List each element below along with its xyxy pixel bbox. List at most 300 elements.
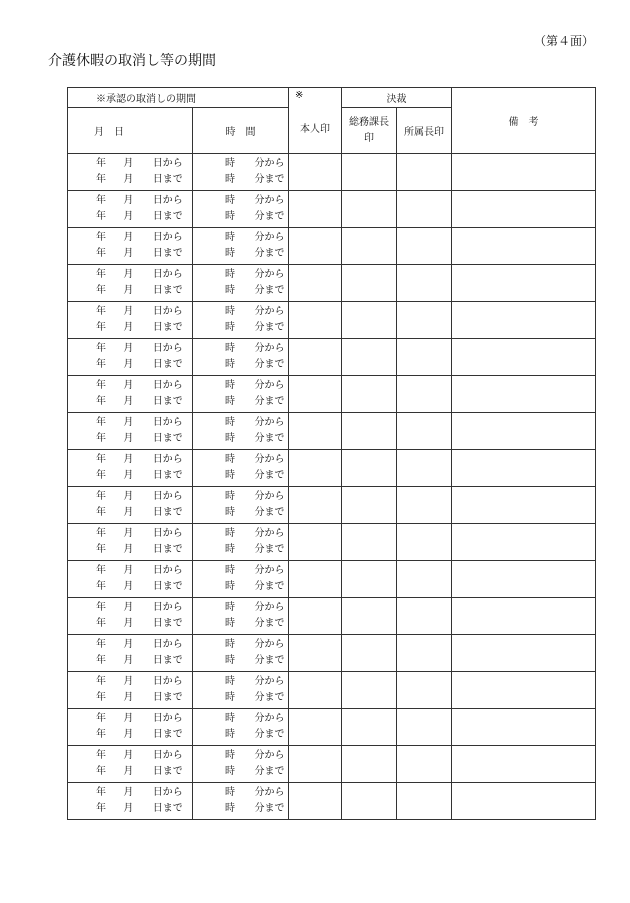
month-label: 月 bbox=[123, 729, 134, 740]
day-from-label: 日から bbox=[152, 565, 183, 576]
day-to-label: 日まで bbox=[152, 433, 183, 444]
month-label: 月 bbox=[123, 787, 134, 798]
day-from-label: 日から bbox=[152, 158, 183, 169]
self-seal-cell[interactable] bbox=[289, 524, 342, 561]
general-affairs-seal-cell[interactable] bbox=[342, 672, 397, 709]
day-from-label: 日から bbox=[152, 787, 183, 798]
dept-head-seal-cell[interactable] bbox=[397, 524, 452, 561]
day-from-label: 日から bbox=[152, 750, 183, 761]
day-to-label: 日まで bbox=[152, 729, 183, 740]
hour-label: 時 bbox=[225, 211, 235, 222]
time-range-cell[interactable] bbox=[193, 376, 289, 413]
min-to-label: 分まで bbox=[254, 470, 285, 481]
period-row bbox=[68, 783, 596, 820]
time-range-cell[interactable] bbox=[193, 413, 289, 450]
month-label: 月 bbox=[123, 766, 134, 777]
time-range-cell[interactable] bbox=[193, 339, 289, 376]
time-range-cell[interactable] bbox=[193, 635, 289, 672]
remarks-cell[interactable] bbox=[452, 339, 596, 376]
min-to-label: 分まで bbox=[254, 581, 285, 592]
month-label: 月 bbox=[123, 306, 134, 317]
year-label: 年 bbox=[96, 766, 106, 777]
day-to-label: 日まで bbox=[152, 359, 183, 370]
min-from-label: 分から bbox=[254, 676, 285, 687]
time-range-cell[interactable] bbox=[193, 709, 289, 746]
remarks-cell[interactable] bbox=[452, 783, 596, 820]
year-label: 年 bbox=[96, 729, 106, 740]
period-row bbox=[68, 339, 596, 376]
self-seal-cell[interactable] bbox=[289, 154, 342, 191]
hour-label: 時 bbox=[225, 750, 235, 761]
general-affairs-seal-cell[interactable] bbox=[342, 487, 397, 524]
month-label: 月 bbox=[123, 750, 134, 761]
period-row bbox=[68, 154, 596, 191]
self-seal-cell[interactable] bbox=[289, 265, 342, 302]
year-label: 年 bbox=[96, 491, 106, 502]
period-row bbox=[68, 450, 596, 487]
year-label: 年 bbox=[96, 343, 106, 354]
date-range-cell[interactable] bbox=[68, 413, 193, 450]
year-label: 年 bbox=[96, 248, 106, 259]
min-to-label: 分まで bbox=[254, 359, 285, 370]
month-label: 月 bbox=[123, 655, 134, 666]
self-seal-cell[interactable] bbox=[289, 450, 342, 487]
day-to-label: 日まで bbox=[152, 285, 183, 296]
date-range-cell[interactable] bbox=[68, 783, 193, 820]
min-from-label: 分から bbox=[254, 454, 285, 465]
day-from-label: 日から bbox=[152, 676, 183, 687]
remarks-cell[interactable] bbox=[452, 709, 596, 746]
date-range-cell[interactable] bbox=[68, 228, 193, 265]
dept-head-seal-cell[interactable] bbox=[397, 191, 452, 228]
remarks-cell[interactable] bbox=[452, 228, 596, 265]
year-label: 年 bbox=[96, 803, 106, 814]
date-range-cell[interactable] bbox=[68, 487, 193, 524]
day-from-label: 日から bbox=[152, 306, 183, 317]
remarks-cell[interactable] bbox=[452, 598, 596, 635]
year-label: 年 bbox=[96, 454, 106, 465]
month-label: 月 bbox=[123, 174, 134, 185]
general-affairs-seal-cell[interactable] bbox=[342, 524, 397, 561]
hour-label: 時 bbox=[225, 507, 235, 518]
remarks-cell[interactable] bbox=[452, 413, 596, 450]
hour-label: 時 bbox=[225, 433, 235, 444]
year-label: 年 bbox=[96, 750, 106, 761]
period-row bbox=[68, 302, 596, 339]
min-from-label: 分から bbox=[254, 158, 285, 169]
remarks-cell[interactable] bbox=[452, 265, 596, 302]
period-row bbox=[68, 265, 596, 302]
month-label: 月 bbox=[123, 618, 134, 629]
remarks-cell[interactable] bbox=[452, 154, 596, 191]
period-row bbox=[68, 191, 596, 228]
month-day-header: 月 日 bbox=[68, 108, 193, 154]
hour-label: 時 bbox=[225, 285, 235, 296]
time-range-cell[interactable] bbox=[193, 487, 289, 524]
dept-head-seal-cell[interactable] bbox=[397, 450, 452, 487]
year-label: 年 bbox=[96, 713, 106, 724]
year-label: 年 bbox=[96, 359, 106, 370]
date-range-cell[interactable] bbox=[68, 746, 193, 783]
dept-head-seal-header: 所属長印 bbox=[397, 108, 452, 154]
remarks-cell[interactable] bbox=[452, 450, 596, 487]
time-range-cell[interactable] bbox=[193, 524, 289, 561]
period-row bbox=[68, 487, 596, 524]
day-to-label: 日まで bbox=[152, 803, 183, 814]
period-row bbox=[68, 672, 596, 709]
period-row bbox=[68, 598, 596, 635]
general-affairs-seal-cell[interactable] bbox=[342, 265, 397, 302]
hour-label: 時 bbox=[225, 306, 235, 317]
general-affairs-seal-cell[interactable] bbox=[342, 561, 397, 598]
min-to-label: 分まで bbox=[254, 507, 285, 518]
general-affairs-seal-cell[interactable] bbox=[342, 191, 397, 228]
self-seal-cell[interactable] bbox=[289, 302, 342, 339]
day-from-label: 日から bbox=[152, 491, 183, 502]
remarks-cell[interactable] bbox=[452, 561, 596, 598]
dept-head-seal-cell[interactable] bbox=[397, 487, 452, 524]
general-affairs-seal-cell[interactable] bbox=[342, 635, 397, 672]
self-seal-cell[interactable] bbox=[289, 783, 342, 820]
year-label: 年 bbox=[96, 692, 106, 703]
min-to-label: 分まで bbox=[254, 803, 285, 814]
hour-label: 時 bbox=[225, 565, 235, 576]
document-title: 介護休暇の取消し等の期間 bbox=[48, 53, 216, 69]
day-from-label: 日から bbox=[152, 269, 183, 280]
day-to-label: 日まで bbox=[152, 211, 183, 222]
year-label: 年 bbox=[96, 787, 106, 798]
dept-head-seal-cell[interactable] bbox=[397, 228, 452, 265]
year-label: 年 bbox=[96, 285, 106, 296]
month-label: 月 bbox=[123, 507, 134, 518]
general-affairs-seal-cell[interactable] bbox=[342, 783, 397, 820]
min-from-label: 分から bbox=[254, 713, 285, 724]
date-range-cell[interactable] bbox=[68, 265, 193, 302]
time-range-cell[interactable] bbox=[193, 302, 289, 339]
period-row bbox=[68, 228, 596, 265]
hour-label: 時 bbox=[225, 729, 235, 740]
period-row bbox=[68, 635, 596, 672]
min-from-label: 分から bbox=[254, 565, 285, 576]
date-range-cell[interactable] bbox=[68, 339, 193, 376]
month-label: 月 bbox=[123, 322, 134, 333]
day-to-label: 日まで bbox=[152, 174, 183, 185]
min-to-label: 分まで bbox=[254, 692, 285, 703]
dept-head-seal-cell[interactable] bbox=[397, 265, 452, 302]
min-from-label: 分から bbox=[254, 195, 285, 206]
year-label: 年 bbox=[96, 417, 106, 428]
self-seal-cell[interactable] bbox=[289, 598, 342, 635]
hour-label: 時 bbox=[225, 343, 235, 354]
self-seal-cell[interactable] bbox=[289, 561, 342, 598]
general-affairs-seal-cell[interactable] bbox=[342, 302, 397, 339]
year-label: 年 bbox=[96, 639, 106, 650]
min-to-label: 分まで bbox=[254, 285, 285, 296]
day-from-label: 日から bbox=[152, 528, 183, 539]
time-range-cell[interactable] bbox=[193, 783, 289, 820]
dept-head-seal-cell[interactable] bbox=[397, 154, 452, 191]
time-range-cell[interactable] bbox=[193, 191, 289, 228]
hour-label: 時 bbox=[225, 528, 235, 539]
period-row bbox=[68, 413, 596, 450]
day-from-label: 日から bbox=[152, 417, 183, 428]
month-label: 月 bbox=[123, 491, 134, 502]
hour-label: 時 bbox=[225, 491, 235, 502]
general-affairs-seal-label: 総務課長 bbox=[349, 116, 389, 128]
dept-head-seal-cell[interactable] bbox=[397, 672, 452, 709]
date-range-cell[interactable] bbox=[68, 191, 193, 228]
date-range-cell[interactable] bbox=[68, 709, 193, 746]
self-seal-cell[interactable] bbox=[289, 709, 342, 746]
month-label: 月 bbox=[123, 639, 134, 650]
year-label: 年 bbox=[96, 195, 106, 206]
year-label: 年 bbox=[96, 396, 106, 407]
hour-label: 時 bbox=[225, 581, 235, 592]
date-range-cell[interactable] bbox=[68, 154, 193, 191]
general-affairs-seal-cell[interactable] bbox=[342, 413, 397, 450]
general-affairs-seal-cell[interactable] bbox=[342, 746, 397, 783]
self-seal-cell[interactable] bbox=[289, 376, 342, 413]
time-range-cell[interactable] bbox=[193, 598, 289, 635]
min-to-label: 分まで bbox=[254, 618, 285, 629]
year-label: 年 bbox=[96, 322, 106, 333]
date-range-cell[interactable] bbox=[68, 598, 193, 635]
self-seal-header bbox=[289, 88, 342, 154]
month-label: 月 bbox=[123, 470, 134, 481]
hour-label: 時 bbox=[225, 787, 235, 798]
month-label: 月 bbox=[123, 713, 134, 724]
min-to-label: 分まで bbox=[254, 396, 285, 407]
self-seal-cell[interactable] bbox=[289, 672, 342, 709]
hour-label: 時 bbox=[225, 676, 235, 687]
dept-head-seal-cell[interactable] bbox=[397, 598, 452, 635]
general-affairs-seal-cell[interactable] bbox=[342, 154, 397, 191]
dept-head-seal-cell[interactable] bbox=[397, 376, 452, 413]
month-label: 月 bbox=[123, 285, 134, 296]
month-label: 月 bbox=[123, 602, 134, 613]
hour-label: 時 bbox=[225, 232, 235, 243]
month-label: 月 bbox=[123, 454, 134, 465]
year-label: 年 bbox=[96, 306, 106, 317]
month-label: 月 bbox=[123, 565, 134, 576]
self-seal-cell[interactable] bbox=[289, 191, 342, 228]
dept-head-seal-cell[interactable] bbox=[397, 339, 452, 376]
decision-header: 決裁 bbox=[342, 88, 452, 108]
general-affairs-seal-cell[interactable] bbox=[342, 709, 397, 746]
hour-label: 時 bbox=[225, 803, 235, 814]
time-range-cell[interactable] bbox=[193, 265, 289, 302]
month-label: 月 bbox=[123, 417, 134, 428]
cancellation-period-table bbox=[67, 87, 596, 820]
month-label: 月 bbox=[123, 211, 134, 222]
day-to-label: 日まで bbox=[152, 544, 183, 555]
min-from-label: 分から bbox=[254, 639, 285, 650]
hour-label: 時 bbox=[225, 470, 235, 481]
min-to-label: 分まで bbox=[254, 433, 285, 444]
day-to-label: 日まで bbox=[152, 766, 183, 777]
remarks-cell[interactable] bbox=[452, 191, 596, 228]
hour-label: 時 bbox=[225, 174, 235, 185]
day-to-label: 日まで bbox=[152, 396, 183, 407]
day-to-label: 日まで bbox=[152, 692, 183, 703]
year-label: 年 bbox=[96, 676, 106, 687]
dept-head-seal-cell[interactable] bbox=[397, 635, 452, 672]
hour-label: 時 bbox=[225, 639, 235, 650]
year-label: 年 bbox=[96, 232, 106, 243]
hour-label: 時 bbox=[225, 454, 235, 465]
min-from-label: 分から bbox=[254, 306, 285, 317]
year-label: 年 bbox=[96, 470, 106, 481]
page-number: （第４面） bbox=[533, 34, 594, 48]
month-label: 月 bbox=[123, 433, 134, 444]
general-affairs-seal-cell[interactable] bbox=[342, 376, 397, 413]
hour-label: 時 bbox=[225, 766, 235, 777]
min-from-label: 分から bbox=[254, 602, 285, 613]
general-affairs-seal-cell[interactable] bbox=[342, 450, 397, 487]
self-seal-cell[interactable] bbox=[289, 413, 342, 450]
year-label: 年 bbox=[96, 618, 106, 629]
self-seal-cell[interactable] bbox=[289, 339, 342, 376]
hour-label: 時 bbox=[225, 359, 235, 370]
day-to-label: 日まで bbox=[152, 655, 183, 666]
month-label: 月 bbox=[123, 248, 134, 259]
time-range-cell[interactable] bbox=[193, 228, 289, 265]
remarks-cell[interactable] bbox=[452, 376, 596, 413]
date-range-cell[interactable] bbox=[68, 672, 193, 709]
time-range-cell[interactable] bbox=[193, 450, 289, 487]
remarks-cell[interactable] bbox=[452, 635, 596, 672]
date-range-cell[interactable] bbox=[68, 524, 193, 561]
min-from-label: 分から bbox=[254, 491, 285, 502]
date-range-cell[interactable] bbox=[68, 376, 193, 413]
min-to-label: 分まで bbox=[254, 655, 285, 666]
period-row bbox=[68, 709, 596, 746]
general-affairs-seal-label-2: 印 bbox=[364, 132, 374, 144]
remarks-cell[interactable] bbox=[452, 746, 596, 783]
year-label: 年 bbox=[96, 544, 106, 555]
hour-label: 時 bbox=[225, 248, 235, 259]
hour-label: 時 bbox=[225, 544, 235, 555]
year-label: 年 bbox=[96, 602, 106, 613]
year-label: 年 bbox=[96, 433, 106, 444]
period-row bbox=[68, 524, 596, 561]
hour-label: 時 bbox=[225, 269, 235, 280]
hour-label: 時 bbox=[225, 380, 235, 391]
remarks-cell[interactable] bbox=[452, 672, 596, 709]
day-to-label: 日まで bbox=[152, 470, 183, 481]
general-affairs-seal-cell[interactable] bbox=[342, 228, 397, 265]
hour-label: 時 bbox=[225, 692, 235, 703]
min-to-label: 分まで bbox=[254, 248, 285, 259]
day-from-label: 日から bbox=[152, 195, 183, 206]
hour-label: 時 bbox=[225, 602, 235, 613]
date-range-cell[interactable] bbox=[68, 561, 193, 598]
date-range-cell[interactable] bbox=[68, 635, 193, 672]
time-header: 時 間 bbox=[193, 108, 289, 154]
approval-cancel-period-header: ※承認の取消しの期間 bbox=[68, 88, 289, 108]
min-from-label: 分から bbox=[254, 750, 285, 761]
self-seal-cell[interactable] bbox=[289, 487, 342, 524]
year-label: 年 bbox=[96, 158, 106, 169]
month-label: 月 bbox=[123, 581, 134, 592]
hour-label: 時 bbox=[225, 396, 235, 407]
hour-label: 時 bbox=[225, 322, 235, 333]
day-to-label: 日まで bbox=[152, 322, 183, 333]
time-range-cell[interactable] bbox=[193, 746, 289, 783]
year-label: 年 bbox=[96, 174, 106, 185]
note-mark: ※ bbox=[295, 90, 304, 101]
time-range-cell[interactable] bbox=[193, 672, 289, 709]
remarks-cell[interactable] bbox=[452, 302, 596, 339]
month-label: 月 bbox=[123, 396, 134, 407]
month-label: 月 bbox=[123, 232, 134, 243]
month-label: 月 bbox=[123, 343, 134, 354]
month-label: 月 bbox=[123, 803, 134, 814]
year-label: 年 bbox=[96, 507, 106, 518]
year-label: 年 bbox=[96, 581, 106, 592]
dept-head-seal-cell[interactable] bbox=[397, 709, 452, 746]
min-to-label: 分まで bbox=[254, 766, 285, 777]
month-label: 月 bbox=[123, 676, 134, 687]
date-range-cell[interactable] bbox=[68, 450, 193, 487]
dept-head-seal-cell[interactable] bbox=[397, 413, 452, 450]
general-affairs-seal-cell[interactable] bbox=[342, 339, 397, 376]
date-range-cell[interactable] bbox=[68, 302, 193, 339]
year-label: 年 bbox=[96, 269, 106, 280]
general-affairs-seal-cell[interactable] bbox=[342, 598, 397, 635]
day-from-label: 日から bbox=[152, 639, 183, 650]
self-seal-label: 本人印 bbox=[300, 124, 330, 135]
year-label: 年 bbox=[96, 528, 106, 539]
self-seal-cell[interactable] bbox=[289, 746, 342, 783]
self-seal-cell[interactable] bbox=[289, 635, 342, 672]
year-label: 年 bbox=[96, 211, 106, 222]
dept-head-seal-cell[interactable] bbox=[397, 302, 452, 339]
min-from-label: 分から bbox=[254, 528, 285, 539]
month-label: 月 bbox=[123, 158, 134, 169]
dept-head-seal-cell[interactable] bbox=[397, 746, 452, 783]
min-from-label: 分から bbox=[254, 269, 285, 280]
month-label: 月 bbox=[123, 380, 134, 391]
dept-head-seal-cell[interactable] bbox=[397, 561, 452, 598]
dept-head-seal-cell[interactable] bbox=[397, 783, 452, 820]
month-label: 月 bbox=[123, 359, 134, 370]
day-to-label: 日まで bbox=[152, 618, 183, 629]
min-from-label: 分から bbox=[254, 417, 285, 428]
remarks-cell[interactable] bbox=[452, 487, 596, 524]
day-from-label: 日から bbox=[152, 602, 183, 613]
remarks-cell[interactable] bbox=[452, 524, 596, 561]
month-label: 月 bbox=[123, 544, 134, 555]
period-row bbox=[68, 376, 596, 413]
hour-label: 時 bbox=[225, 713, 235, 724]
day-from-label: 日から bbox=[152, 454, 183, 465]
min-to-label: 分まで bbox=[254, 211, 285, 222]
min-to-label: 分まで bbox=[254, 544, 285, 555]
remarks-header: 備 考 bbox=[452, 88, 596, 154]
self-seal-cell[interactable] bbox=[289, 228, 342, 265]
day-from-label: 日から bbox=[152, 343, 183, 354]
day-from-label: 日から bbox=[152, 380, 183, 391]
min-to-label: 分まで bbox=[254, 174, 285, 185]
min-to-label: 分まで bbox=[254, 322, 285, 333]
month-label: 月 bbox=[123, 528, 134, 539]
min-from-label: 分から bbox=[254, 232, 285, 243]
year-label: 年 bbox=[96, 655, 106, 666]
time-range-cell[interactable] bbox=[193, 154, 289, 191]
day-to-label: 日まで bbox=[152, 248, 183, 259]
time-range-cell[interactable] bbox=[193, 561, 289, 598]
